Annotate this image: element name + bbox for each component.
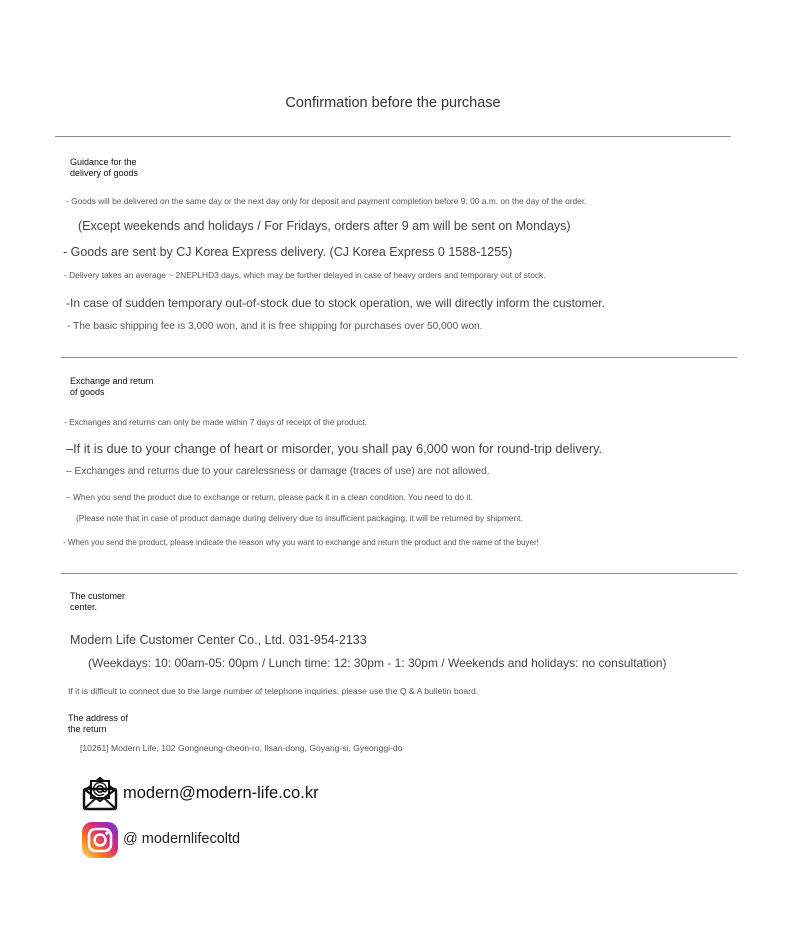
delivery-line: - Goods will be delivered on the same day or the next day only for deposit and payment completion before 9: 00 a.m. on the day of the order. (66, 196, 587, 206)
delivery-line: - Goods are sent by CJ Korea Express delivery. (CJ Korea Express 0 1588-1255) (63, 245, 513, 259)
return-address: [10261] Modern Life, 102 Gongneung-cheon-ro, Ilsan-dong, Goyang-si, Gyeonggi-do (80, 743, 403, 753)
instagram-handle[interactable]: @ modernlifecoltd (123, 831, 241, 847)
customer-center-hours: (Weekdays: 10: 00am-05: 00pm / Lunch time: 12: 30pm - 1: 30pm / Weekends and holidays: no consultation) (88, 656, 667, 670)
section-heading-return-address: The address of the return (68, 713, 129, 734)
delivery-line: - Delivery takes an average ~ 2NEPLHD3 days, which may be further delayed in case of heavy orders and temporary out of stock. (64, 270, 546, 280)
exchange-line: - Exchanges and returns can only be made within 7 days of receipt of the product. (64, 417, 368, 427)
exchange-line: - When you send the product, please indicate the reason why you want to exchange and return the product and the name of the buyer! (63, 538, 539, 547)
delivery-line: - The basic shipping fee is 3,000 won, and it is free shipping for purchases over 50,000 won. (67, 321, 483, 332)
exchange-line: –If it is due to your change of heart or misorder, you shall pay 6,000 won for round-trip delivery. (66, 441, 603, 456)
section-heading-exchange: Exchange and return of goods (70, 376, 154, 397)
delivery-line: -In case of sudden temporary out-of-stock due to stock operation, we will directly inform the customer. (66, 296, 605, 310)
section-heading-customer: The customer center. (70, 591, 126, 612)
instagram-icon (81, 821, 119, 859)
customer-center-note: If it is difficult to connect due to the large number of telephone inquiries, please use the Q & A bulletin board. (68, 686, 479, 696)
page-title: Confirmation before the purchase (285, 95, 501, 111)
envelope-at-icon (81, 774, 119, 812)
divider (55, 136, 731, 137)
divider (61, 573, 737, 574)
exchange-line: (Please note that in case of product damage during delivery due to insufficient packaging, it will be returned by shipment. (76, 513, 523, 523)
delivery-line: (Except weekends and holidays / For Fridays, orders after 9 am will be sent on Mondays) (78, 219, 571, 233)
customer-center-phone: Modern Life Customer Center Co., Ltd. 031-954-2133 (70, 633, 367, 647)
section-heading-delivery: Guidance for the delivery of goods (70, 157, 139, 178)
exchange-line: – When you send the product due to exchange or return, please pack it in a clean condition. You need to do it. (66, 492, 473, 502)
divider (61, 357, 737, 358)
email-address[interactable]: modern@modern-life.co.kr (123, 784, 319, 802)
exchange-line: – Exchanges and returns due to your carelessness or damage (traces of use) are not allowed. (66, 466, 490, 477)
